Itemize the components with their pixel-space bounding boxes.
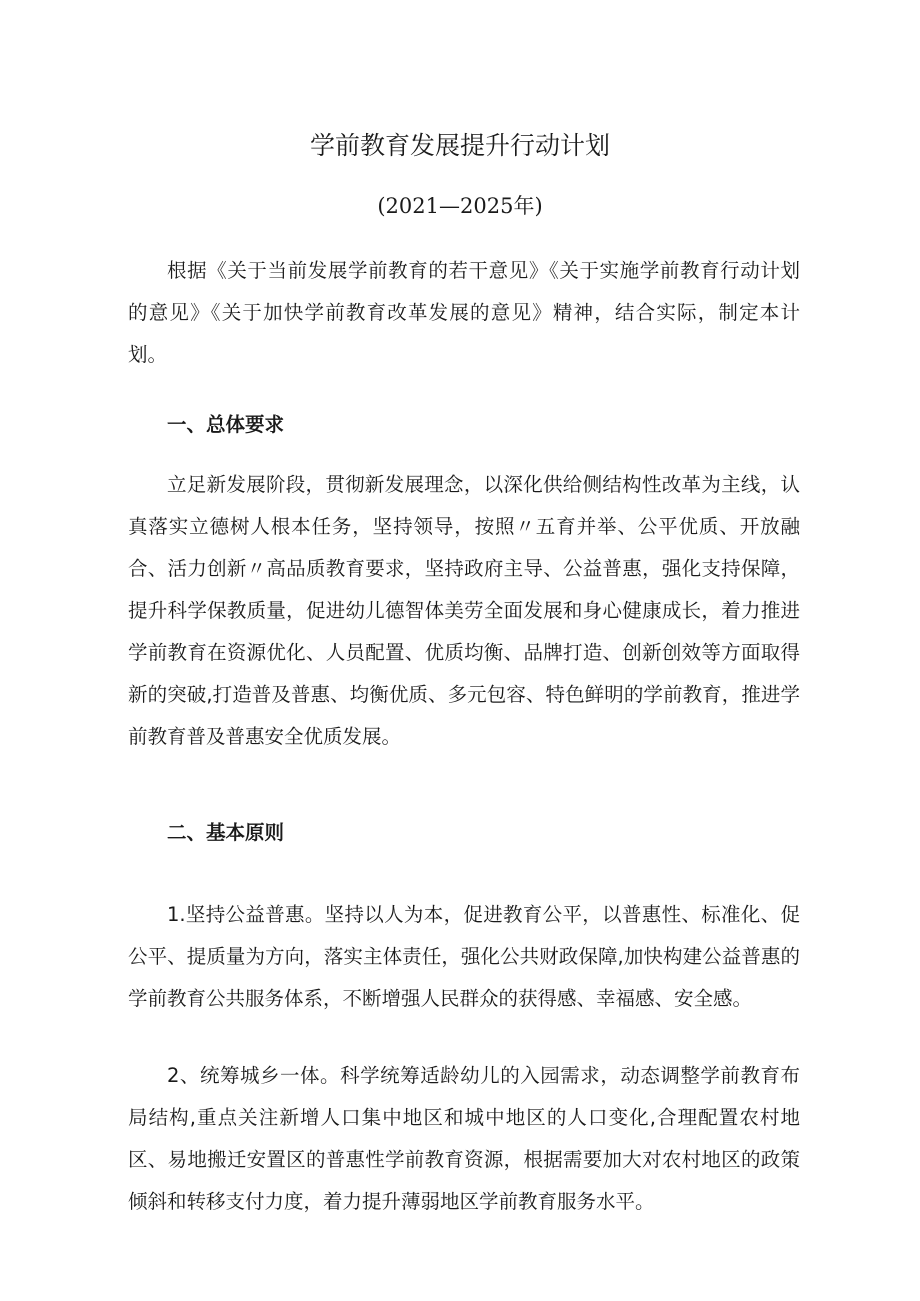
document-subtitle: (2021—2025年) — [377, 194, 543, 218]
intro-paragraph: 根据《关于当前发展学前教育的若干意见》《关于实施学前教育行动计划的意见》《关于加快学前教育改革发展的意见》精神，结合实际，制定本计划。 — [128, 259, 800, 366]
section-heading-basic-principles: 二、基本原则 — [167, 821, 285, 844]
section-heading-general-requirements: 一、总体要求 — [167, 413, 285, 436]
principle-2-paragraph: 2、统筹城乡一体。科学统筹适龄幼儿的入园需求，动态调整学前教育布局结构,重点关注新增人口集中地区和城中地区的人口变化,合理配置农村地区、易地搬迁安置区的普惠性学前教育资源，根据需要加大对农村地区的政策倾斜和转移支付力度，着力提升薄弱地区学前教育服务水平。 — [128, 1064, 800, 1213]
document-title: 学前教育发展提升行动计划 — [309, 131, 610, 160]
general-requirements-paragraph: 立足新发展阶段，贯彻新发展理念，以深化供给侧结构性改革为主线，认真落实立德树人根本任务，坚持领导，按照〃五育并举、公平优质、开放融合、活力创新〃高品质教育要求，坚持政府主导、公益普惠，强化支持保障，提升科学保教质量，促进幼儿德智体美劳全面发展和身心健康成长，着力推进学前教育在资源优化、人员配置、优质均衡、品牌打造、创新创效等方面取得新的突破,打造普及普惠、均衡优质、多元包容、特色鲜明的学前教育，推进学前教育普及普惠安全优质发展。 — [128, 473, 800, 748]
principle-1-paragraph: 1.坚持公益普惠。坚持以人为本，促进教育公平，以普惠性、标准化、促公平、提质量为方向，落实主体责任，强化公共财政保障,加快构建公益普惠的学前教育公共服务体系，不断增强人民群众的获得感、幸福感、安全感。 — [128, 903, 800, 1010]
